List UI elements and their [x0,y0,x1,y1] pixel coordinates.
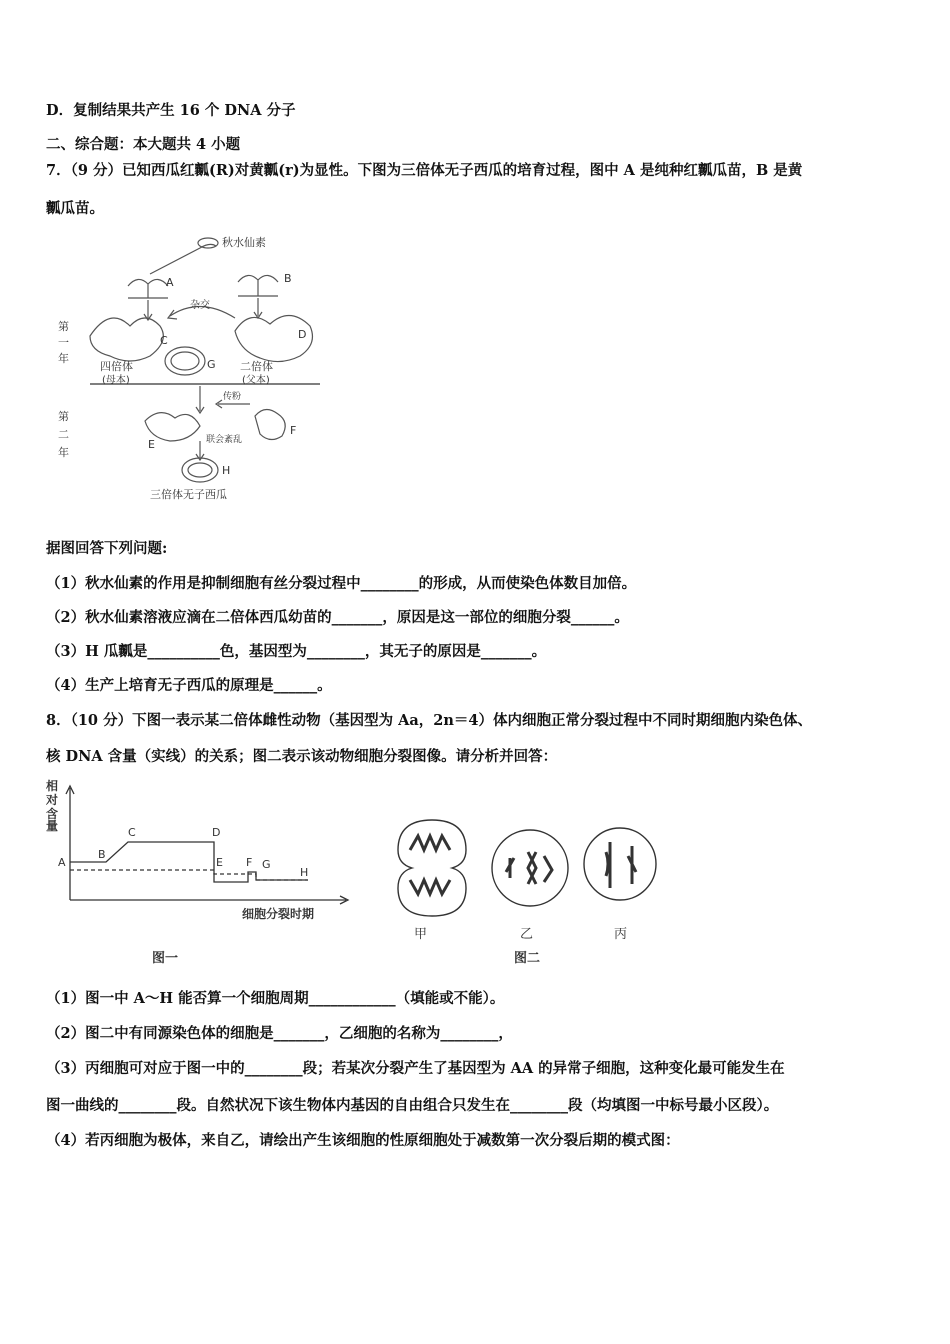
label-c: C [160,334,168,347]
y-label-2: 对 [46,793,59,807]
q8-part-2: （2）图二中有同源染色体的细胞是_______，乙细胞的名称为________， [46,1025,513,1042]
label-cross: 杂交 [190,300,210,311]
point-d: D [212,826,221,839]
breeding-diagram [50,226,340,506]
point-e: E [216,856,223,869]
label-h: H [222,464,231,477]
year2-1: 第 [58,410,69,423]
label-jia: 甲 [414,927,428,942]
label-mother: (母本) [102,375,130,386]
q7-stem-2: 瓤瓜苗。 [46,200,104,217]
point-b: B [98,848,106,861]
label-colchicine: 秋水仙素 [222,236,266,249]
q7-stem-1: 7．（9 分）已知西瓜红瓤(R)对黄瓤(r)为显性。下图为三倍体无子西瓜的培育过程，图中 A 是纯种红瓤瓜苗，B 是黄 [46,162,803,179]
q8-part-3a: （3）丙细胞可对应于图一中的________段；若某次分裂产生了基因型为 AA 的异常子细胞，这种变化最可能发生在 [46,1060,785,1077]
y-label-4: 量 [46,819,59,833]
year1-3: 年 [58,352,69,365]
q8-part-4: （4）若丙细胞为极体，来自乙，请绘出产生该细胞的性原细胞处于减数第一次分裂后期的模式图： [46,1132,680,1149]
q7-part-4: （4）生产上培育无子西瓜的原理是______。 [46,677,332,694]
q7-part-2: （2）秋水仙素溶液应滴在二倍体西瓜幼苗的_______，原因是这一部位的细胞分裂______。 [46,609,629,626]
q8-stem-1: 8．（10 分）下图一表示某二倍体雌性动物（基因型为 Aa，2n＝4）体内细胞正常分裂过程中不同时期细胞内染色体、 [46,712,812,729]
label-e: E [148,438,155,451]
caption-figure-two: 图二 [514,951,541,966]
label-father: (父本) [242,375,270,386]
dropper-icon [150,244,216,274]
plant-f-icon [255,409,285,439]
point-c: C [128,826,136,839]
year2-2: 二 [58,428,69,441]
label-triploid: 三倍体无子西瓜 [150,488,227,501]
label-f: F [290,424,297,437]
label-pollinate: 传粉 [223,392,242,402]
seedling-b-icon [238,275,278,296]
label-b: B [284,272,292,285]
label-g: G [207,358,216,371]
q8-part-1: （1）图一中 A～H 能否算一个细胞周期____________（填能或不能）。 [46,990,505,1007]
q7-part-3: （3）H 瓜瓤是__________色，基因型为________，其无子的原因是_______。 [46,643,547,660]
year1-2: 一 [58,336,69,349]
label-tetraploid: 四倍体 [100,360,133,373]
label-yi: 乙 [520,927,534,942]
label-fertilize: 联会紊乱 [206,435,243,445]
q8-stem-2: 核 DNA 含量（实线）的关系；图二表示该动物细胞分裂图像。请分析并回答： [46,748,558,765]
cell-bing [584,828,656,900]
option-d: D．复制结果共产生 16 个 DNA 分子 [46,102,296,119]
plant-e-icon [145,413,200,441]
year2-3: 年 [58,446,69,459]
q7-intro: 据图回答下列问题: [46,540,168,557]
label-d: D [298,328,307,341]
label-bing: 丙 [614,927,628,942]
y-label-1: 相 [46,779,59,793]
year1-1: 第 [58,320,69,333]
section-heading: 二、综合题：本大题共 4 小题 [46,136,241,153]
cell-figure-two [380,812,680,970]
chromosome-line [70,870,308,880]
cell-jia [398,820,466,916]
point-a: A [58,856,66,869]
y-label-3: 含 [46,807,59,821]
label-diploid: 二倍体 [240,360,273,373]
point-f: F [246,856,253,869]
q7-part-1: （1）秋水仙素的作用是抑制细胞有丝分裂过程中________的形成，从而使染色体数目加倍。 [46,575,637,592]
dna-line [70,842,308,882]
point-h: H [300,866,309,879]
tetraploid-plant-icon [90,318,163,361]
cell-yi [492,830,568,906]
x-label: 细胞分裂时期 [242,907,315,921]
caption-figure-one: 图一 [152,951,179,966]
point-g: G [262,858,271,871]
seedling-a-icon [128,279,168,298]
label-a: A [166,276,174,289]
graph-figure-one [44,776,364,971]
q8-part-3b: 图一曲线的________段。自然状况下该生物体内基因的自由组合只发生在________段（均填图一中标号最小区段）。 [46,1097,779,1114]
